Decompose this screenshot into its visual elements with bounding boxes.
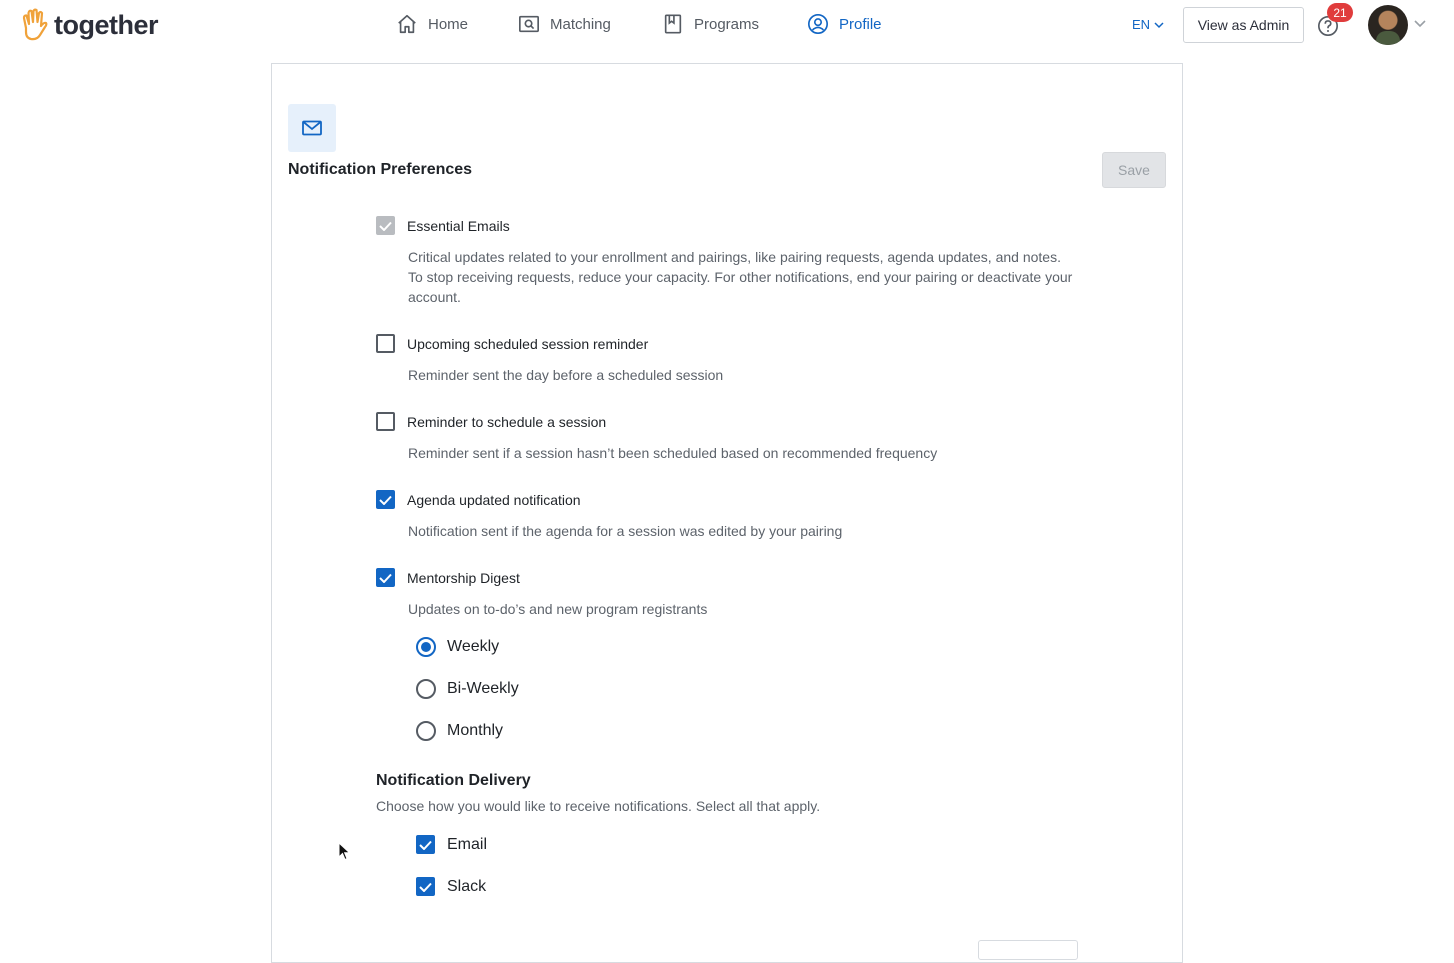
top-navigation-bar: [0, 0, 1454, 50]
radio-monthly[interactable]: [416, 721, 436, 741]
language-label: EN: [1132, 17, 1151, 32]
chevron-down-icon[interactable]: [1413, 19, 1427, 29]
session-reminder-checkbox[interactable]: [376, 334, 395, 353]
nav-item-matching[interactable]: [518, 13, 611, 35]
delivery-label: Slack: [447, 877, 487, 895]
preference-label: Mentorship Digest: [407, 569, 520, 586]
delivery-section-title: Notification Delivery: [376, 772, 531, 789]
preference-label: Agenda updated notification: [407, 491, 581, 508]
nav-item-programs[interactable]: [662, 13, 759, 35]
save-button[interactable]: Save: [1102, 152, 1166, 188]
nav-label-matching: Matching: [550, 15, 611, 33]
preference-description: Reminder sent the day before a scheduled session: [408, 367, 724, 383]
radio-bi-weekly[interactable]: [416, 679, 436, 699]
check-icon: [419, 882, 432, 892]
preference-description: Critical updates related to your enrollment and pairings, like pairing requests, agenda updates, and notes. To stop receiving requests, reduce your capacity. For other notifications, end your pairing or deactivate your account.: [408, 249, 1073, 305]
mail-icon: [302, 120, 322, 136]
check-icon: [379, 573, 392, 583]
user-circle-icon: [807, 13, 829, 35]
radio-label: Monthly: [447, 722, 504, 739]
delivery-option-email[interactable]: [416, 835, 487, 854]
schedule-reminder-checkbox[interactable]: [376, 412, 395, 431]
check-icon: [379, 221, 392, 231]
check-icon: [379, 495, 392, 505]
notification-preferences-card: [271, 63, 1183, 963]
radio-label: Bi-Weekly: [447, 680, 519, 697]
view-as-admin-button[interactable]: View as Admin: [1183, 7, 1304, 43]
radio-option-monthly[interactable]: [416, 721, 503, 741]
delivery-label: Email: [447, 835, 488, 853]
notification-count-badge: 21: [1327, 3, 1353, 22]
mouse-cursor-icon: [338, 842, 352, 862]
essential-emails-checkbox[interactable]: [376, 216, 395, 235]
delivery-section-description: Choose how you would like to receive notifications. Select all that apply.: [376, 798, 821, 814]
radio-option-bi-weekly[interactable]: [416, 679, 519, 699]
mail-icon-tile: [288, 104, 336, 152]
preference-essential-emails: [376, 216, 1078, 307]
preference-label: Essential Emails: [407, 217, 510, 234]
preference-description: Updates on to-do’s and new program registrants: [408, 601, 708, 617]
preference-description: Reminder sent if a session hasn’t been scheduled based on recommended frequency: [408, 445, 938, 461]
radio-option-weekly[interactable]: [416, 637, 499, 657]
nav-label-programs: Programs: [694, 15, 760, 33]
search-icon: [518, 13, 540, 35]
mentorship-digest-checkbox[interactable]: [376, 568, 395, 587]
preference-label: Reminder to schedule a session: [407, 413, 607, 430]
preference-description: Notification sent if the agenda for a session was edited by your pairing: [408, 523, 843, 539]
email-checkbox[interactable]: [416, 835, 435, 854]
nav-label-home: Home: [428, 15, 469, 33]
preference-label: Upcoming scheduled session reminder: [407, 335, 649, 352]
preference-mentorship-digest: [376, 568, 1078, 619]
home-icon: [396, 13, 418, 35]
bookmark-icon: [662, 13, 684, 35]
radio-label: Weekly: [447, 638, 500, 655]
nav-item-home[interactable]: [396, 13, 468, 35]
chevron-down-icon: [1154, 21, 1164, 29]
preference-schedule-reminder: [376, 412, 1078, 463]
language-selector[interactable]: [1132, 17, 1164, 32]
nav-label-profile: Profile: [839, 15, 882, 33]
preference-agenda-updated: [376, 490, 1078, 541]
delivery-option-slack[interactable]: [416, 877, 486, 896]
avatar[interactable]: [1368, 5, 1408, 45]
brand-name: together: [54, 9, 158, 40]
radio-weekly[interactable]: [416, 637, 436, 657]
check-icon: [419, 840, 432, 850]
brand-logo[interactable]: [20, 8, 158, 42]
slack-checkbox[interactable]: [416, 877, 435, 896]
preference-session-reminder: [376, 334, 1078, 385]
agenda-updated-checkbox[interactable]: [376, 490, 395, 509]
waving-hand-icon: [20, 8, 50, 42]
nav-item-profile[interactable]: [807, 13, 882, 35]
card-title: Notification Preferences: [288, 161, 473, 178]
partially-visible-button[interactable]: [978, 940, 1078, 960]
